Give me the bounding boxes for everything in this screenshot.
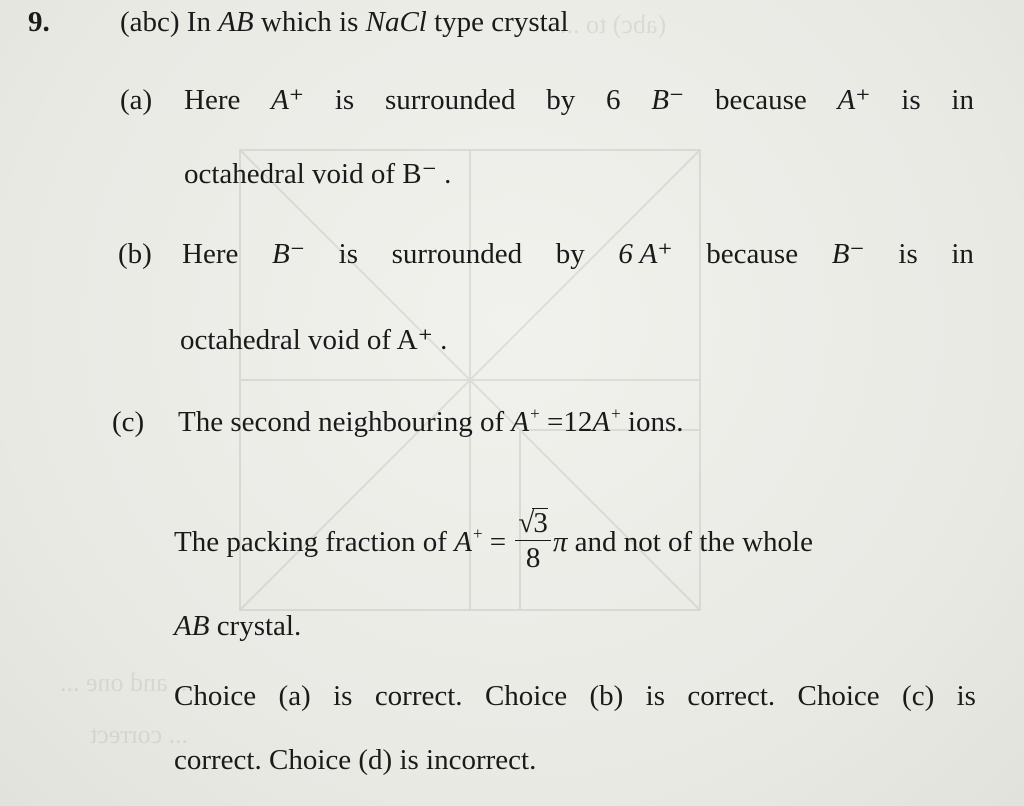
show-through-text: (abc) to ... <box>560 10 667 39</box>
conclusion-line1 <box>174 682 976 711</box>
fraction-numerator <box>515 508 550 541</box>
intro-middle: which is <box>253 6 366 38</box>
part-a-line1 <box>184 86 974 115</box>
part-b-line1 <box>182 240 974 269</box>
word: is <box>956 680 976 712</box>
part-c-line3 <box>174 612 301 641</box>
a-ion: A <box>592 406 611 438</box>
word: surrounded <box>391 238 523 270</box>
word: (c) <box>902 680 935 712</box>
packing-fraction-line <box>174 507 813 577</box>
sqrt-radicand: 3 <box>533 507 548 539</box>
part-c-label: (c) <box>112 406 145 438</box>
word: is <box>898 238 918 270</box>
fraction <box>515 508 550 573</box>
word: is <box>338 238 358 270</box>
word: B⁻ <box>831 238 865 270</box>
intro-nacl: NaCl <box>365 6 427 38</box>
packing-prefix: The packing fraction of <box>174 526 455 559</box>
conclusion-line2: correct. Choice (d) is incorrect. <box>174 744 537 776</box>
part-b-line2: octahedral void of A⁺ . <box>180 324 448 356</box>
equals-12: =12 <box>539 406 593 438</box>
intro-suffix: type crystal <box>426 6 569 38</box>
pi-symbol: π <box>552 526 568 559</box>
plus-sign: + <box>472 524 483 544</box>
line3-rest: crystal. <box>209 610 302 642</box>
second-neighbour-text: The second neighbouring of <box>178 406 512 438</box>
part-b-label: (b) <box>118 238 152 270</box>
word: B⁻ <box>271 238 306 270</box>
part-a-line2: octahedral void of B⁻ . <box>184 158 452 190</box>
word: is <box>334 84 355 116</box>
word: Here <box>182 238 239 270</box>
intro-ab: AB <box>218 6 254 38</box>
word: Choice <box>484 680 568 712</box>
a-ion: A <box>454 526 472 559</box>
word: correct. <box>374 680 463 712</box>
show-through-text: ... correct <box>90 720 189 749</box>
a-ion: A <box>511 406 530 438</box>
plus-sign: + <box>530 404 540 423</box>
word: Choice <box>797 680 880 712</box>
question-number: 9. <box>28 6 50 38</box>
word: Choice <box>174 680 257 712</box>
word: is <box>333 680 353 712</box>
word: correct. <box>687 680 776 712</box>
word: by <box>546 84 576 116</box>
word: because <box>714 84 807 116</box>
line3-ab: AB <box>174 610 210 642</box>
show-through-text: ... and one ... <box>60 668 194 697</box>
word: is <box>901 84 921 116</box>
plus-sign: + <box>611 404 621 423</box>
word: (a) <box>278 680 311 712</box>
word: in <box>951 238 974 270</box>
word: in <box>951 84 974 116</box>
part-c-line1 <box>178 404 684 438</box>
intro-prefix: (abc) In <box>120 6 219 38</box>
word: surrounded <box>384 84 516 116</box>
word: (b) <box>589 680 624 712</box>
equals-sign: = <box>482 526 514 559</box>
question-intro <box>120 8 569 37</box>
word: Here <box>184 84 241 116</box>
sqrt-symbol: √ <box>518 507 535 539</box>
question-header <box>28 8 50 37</box>
word: 6 A⁺ <box>618 238 673 270</box>
part-a-label: (a) <box>120 84 153 116</box>
word: B⁻ <box>651 84 685 116</box>
packing-suffix: and not of the whole <box>567 526 813 559</box>
word: by <box>555 238 585 270</box>
fraction-denominator: 8 <box>525 542 541 574</box>
word: A⁺ <box>271 84 305 116</box>
word: because <box>706 238 799 270</box>
ions-text: ions. <box>620 406 684 438</box>
word: is <box>645 680 666 712</box>
word: 6 <box>605 84 621 116</box>
word: A⁺ <box>837 84 871 116</box>
